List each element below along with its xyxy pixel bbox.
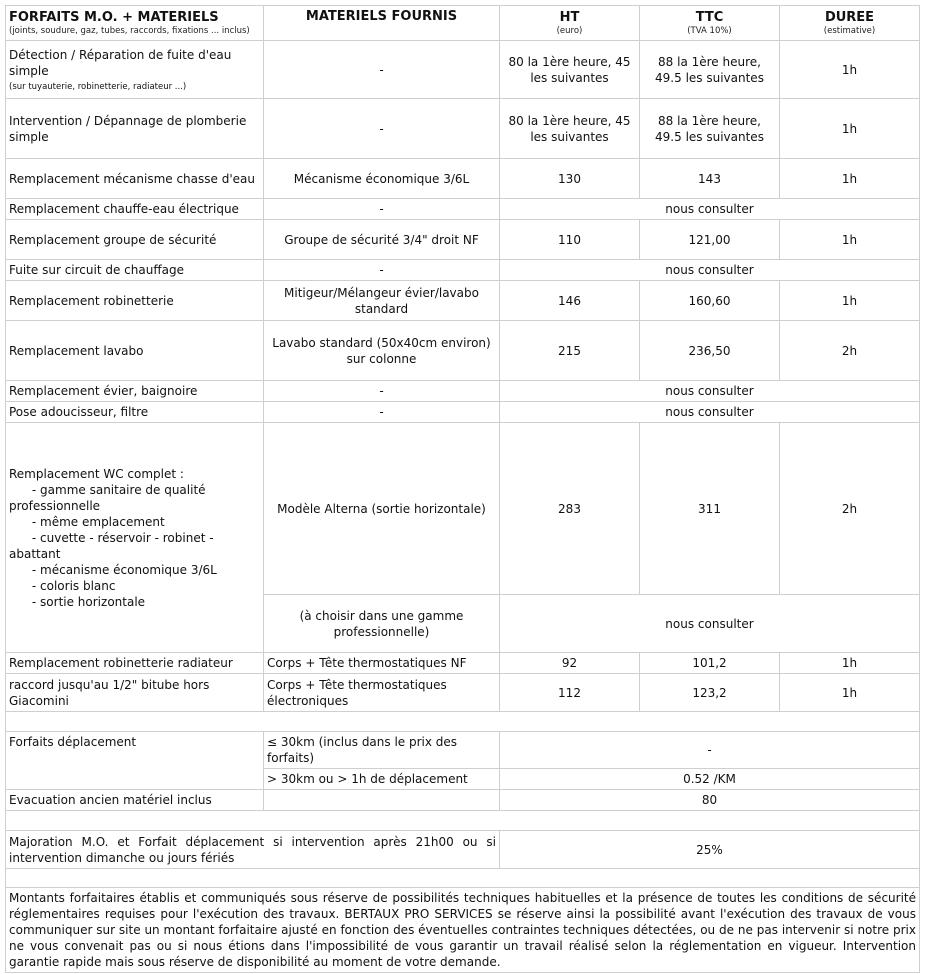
travel-option-2: > 30km ou > 1h de déplacement <box>264 769 500 790</box>
spacer-row <box>6 811 920 831</box>
evacuation-value: 80 <box>500 790 920 811</box>
row-ttc: 88 la 1ère heure, 49.5 les suivantes <box>640 99 780 159</box>
wc-material: Modèle Alterna (sortie horizontale) <box>264 423 500 595</box>
wc-material-alt: (à choisir dans une gamme professionnelle) <box>264 595 500 653</box>
row-note: (sur tuyauterie, robinetterie, radiateur ...) <box>9 81 187 92</box>
row-ht: 80 la 1ère heure, 45 les suivantes <box>500 41 640 99</box>
row-label: Détection / Réparation de fuite d'eau simple <box>9 47 232 78</box>
row-duree: 1h <box>780 99 920 159</box>
header-duree-sub: (estimative) <box>823 26 876 36</box>
header-ttc-title: TTC <box>695 10 724 25</box>
notes-row <box>6 888 920 973</box>
radiator-ht: 92 <box>500 653 640 674</box>
table-row <box>6 159 920 199</box>
travel-option-1: ≤ 30km (inclus dans le prix des forfaits) <box>264 732 500 769</box>
row-duree: 2h <box>780 321 920 381</box>
row-duree: 1h <box>780 281 920 321</box>
spacer-cell <box>6 712 920 732</box>
row-material: Mécanisme économique 3/6L <box>264 159 500 199</box>
row-material: - <box>264 99 500 159</box>
row-label: Remplacement lavabo <box>6 321 264 381</box>
row-ht: 80 la 1ère heure, 45 les suivantes <box>500 99 640 159</box>
header-ht-sub: (euro) <box>556 26 583 36</box>
radiator-ttc-2: 123,2 <box>640 674 780 712</box>
surcharge-row <box>6 831 920 869</box>
header-forfaits-sub: (joints, soudure, gaz, tubes, raccords, fixations ... inclus) <box>9 26 250 36</box>
table-row <box>6 260 920 281</box>
row-label: Intervention / Dépannage de plomberie simple <box>6 99 264 159</box>
spacer-cell <box>6 811 920 831</box>
header-materiels <box>264 6 500 41</box>
row-ht: 110 <box>500 220 640 260</box>
header-ttc <box>640 6 780 41</box>
row-ttc: 88 la 1ère heure, 49.5 les suivantes <box>640 41 780 99</box>
spacer-cell <box>6 869 920 888</box>
wc-ttc: 311 <box>640 423 780 595</box>
radiator-material-2: Corps + Tête thermostatiques électroniques <box>264 674 500 712</box>
row-duree: 1h <box>780 41 920 99</box>
table-row <box>6 321 920 381</box>
radiator-duree-2: 1h <box>780 674 920 712</box>
wc-duree: 2h <box>780 423 920 595</box>
table-row <box>6 199 920 220</box>
table-row <box>6 220 920 260</box>
row-consult: nous consulter <box>500 260 920 281</box>
header-duree-title: DUREE <box>824 10 875 25</box>
radiator-ttc: 101,2 <box>640 653 780 674</box>
row-label: Pose adoucisseur, filtre <box>6 402 264 423</box>
row-consult: nous consulter <box>500 402 920 423</box>
row-label: Remplacement évier, baignoire <box>6 381 264 402</box>
radiator-label-2: raccord jusqu'au 1/2" bitube hors Giacomini <box>6 674 264 712</box>
radiator-ht-2: 112 <box>500 674 640 712</box>
row-ht: 146 <box>500 281 640 321</box>
table-row <box>6 99 920 159</box>
wc-consult: nous consulter <box>500 595 920 653</box>
header-ttc-sub: (TVA 10%) <box>687 26 732 36</box>
table-row-radiator-electronic <box>6 674 920 712</box>
table-row <box>6 402 920 423</box>
surcharge-label: Majoration M.O. et Forfait déplacement si intervention après 21h00 ou si intervention dimanche ou jours fériés <box>6 831 500 869</box>
row-label: Remplacement chauffe-eau électrique <box>6 199 264 220</box>
header-ht <box>500 6 640 41</box>
row-material: - <box>264 381 500 402</box>
travel-value-2: 0.52 /KM <box>500 769 920 790</box>
row-ttc: 160,60 <box>640 281 780 321</box>
row-ttc: 143 <box>640 159 780 199</box>
header-materiels-title: MATERIELS FOURNIS <box>305 9 458 24</box>
row-label: Remplacement robinetterie <box>6 281 264 321</box>
evacuation-label: Evacuation ancien matériel inclus <box>6 790 264 811</box>
wc-label: Remplacement WC complet : - gamme sanitaire de qualité professionnelle - même emplacement - cuvette - réservoir - robinet - abattant - mécanisme économique 3/6L - coloris blanc - sortie horizontale <box>6 423 264 653</box>
table-row <box>6 281 920 321</box>
row-material: - <box>264 199 500 220</box>
header-forfaits <box>6 6 264 41</box>
travel-value-1: - <box>500 732 920 769</box>
row-label: Remplacement groupe de sécurité <box>6 220 264 260</box>
row-ttc: 121,00 <box>640 220 780 260</box>
row-material: Mitigeur/Mélangeur évier/lavabo standard <box>264 281 500 321</box>
table-row-wc <box>6 423 920 595</box>
row-consult: nous consulter <box>500 381 920 402</box>
wc-ht: 283 <box>500 423 640 595</box>
row-material: - <box>264 402 500 423</box>
row-duree: 1h <box>780 220 920 260</box>
evacuation-empty <box>264 790 500 811</box>
radiator-duree: 1h <box>780 653 920 674</box>
radiator-label: Remplacement robinetterie radiateur <box>6 653 264 674</box>
header-ht-title: HT <box>559 10 580 25</box>
surcharge-value: 25% <box>500 831 920 869</box>
pricing-table <box>5 5 920 973</box>
row-material: - <box>264 41 500 99</box>
row-ttc: 236,50 <box>640 321 780 381</box>
row-label: Remplacement mécanisme chasse d'eau <box>6 159 264 199</box>
table-row-radiator <box>6 653 920 674</box>
spacer-row <box>6 712 920 732</box>
row-duree: 1h <box>780 159 920 199</box>
radiator-material: Corps + Tête thermostatiques NF <box>264 653 500 674</box>
evacuation-row <box>6 790 920 811</box>
header-duree <box>780 6 920 41</box>
travel-label: Forfaits déplacement <box>6 732 264 790</box>
spacer-row <box>6 869 920 888</box>
table-header-row <box>6 6 920 41</box>
row-label: Fuite sur circuit de chauffage <box>6 260 264 281</box>
header-forfaits-title: FORFAITS M.O. + MATERIELS <box>9 10 219 25</box>
table-row <box>6 41 920 99</box>
terms-notes: Montants forfaitaires établis et communiqués sous réserve de possibilités techniques habituelles et la présence de toutes les conditions de sécurité réglementaires requises pour l'exécution des travaux. BERTAUX PRO SERVICES se réserve ainsi la possibilité avant l'exécution des travaux de vous communiquer sur site un montant forfaitaire ajusté en fonction des éventuelles contraintes techniques détectées, ou de ne pas intervenir si notre prix ne vous convenait pas ou si nous étions dans l'impossibilité de vous garantir un travail réalisé selon la réglementation en vigueur. Intervention garantie rapide mais sous réserve de disponibilité au moment de votre demande. <box>6 888 920 973</box>
row-material: - <box>264 260 500 281</box>
row-label-cell <box>6 41 264 99</box>
row-material: Groupe de sécurité 3/4" droit NF <box>264 220 500 260</box>
row-ht: 215 <box>500 321 640 381</box>
table-row <box>6 381 920 402</box>
row-ht: 130 <box>500 159 640 199</box>
travel-row-1 <box>6 732 920 769</box>
row-material: Lavabo standard (50x40cm environ) sur colonne <box>264 321 500 381</box>
row-consult: nous consulter <box>500 199 920 220</box>
